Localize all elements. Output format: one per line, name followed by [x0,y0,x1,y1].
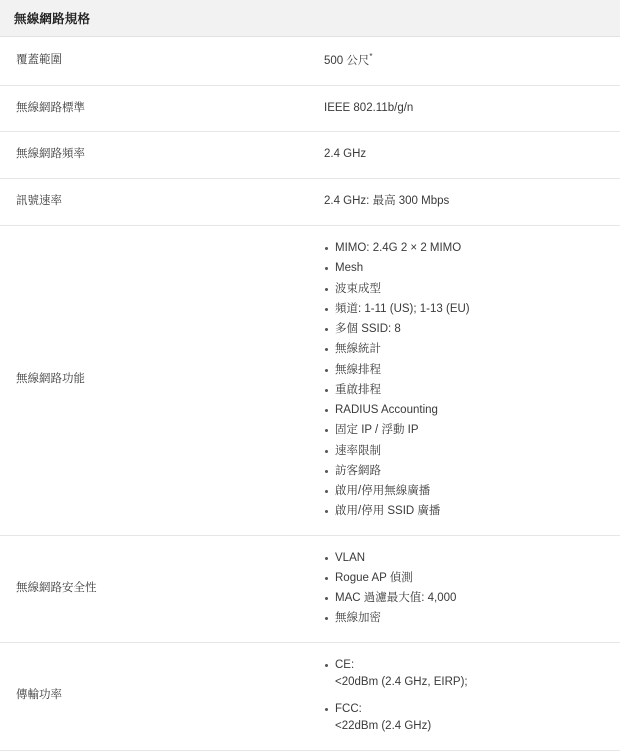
table-header-row [0,0,620,37]
wireless-features-list [324,240,606,521]
transmit-power-fcc-detail: <22dBm (2.4 GHz) [335,720,432,733]
row-value-wireless-security [310,535,620,642]
row-value-wireless-features [310,226,620,536]
list-item: CE: [324,657,606,674]
list-item: MAC 過濾最大值: 4,000 [324,590,606,607]
row-value-coverage [310,37,620,86]
list-item: 速率限制 [324,443,606,460]
list-item: 無線排程 [324,362,606,379]
table-row [0,179,620,226]
table-row [0,642,620,750]
list-item: MIMO: 2.4G 2 × 2 MIMO [324,240,606,257]
list-item: 波束成型 [324,281,606,298]
list-item: 無線統計 [324,341,606,358]
transmit-power-ce-detail: <20dBm (2.4 GHz, EIRP); [335,675,468,688]
list-item: Mesh [324,260,606,277]
row-label-wireless-features: 無線網路功能 [0,226,310,536]
row-value-frequency: 2.4 GHz [310,132,620,179]
row-label-coverage: 覆蓋範圍 [0,37,310,86]
table-row [0,132,620,179]
row-label-transmit-power: 傳輸功率 [0,642,310,750]
list-item: 重啟排程 [324,382,606,399]
table-row [0,226,620,536]
table-header-title: 無線網路規格 [0,0,620,37]
coverage-footnote-marker: * [369,52,373,61]
row-label-standard: 無線網路標準 [0,85,310,132]
row-label-wireless-security: 無線網路安全性 [0,535,310,642]
table-row [0,37,620,86]
list-item: 多個 SSID: 8 [324,321,606,338]
list-item: RADIUS Accounting [324,402,606,419]
row-value-signal-rate: 2.4 GHz: 最高 300 Mbps [310,179,620,226]
list-item: 固定 IP / 浮動 IP [324,422,606,439]
table-row [0,85,620,132]
wireless-security-list [324,550,606,628]
list-item: FCC: [324,701,606,718]
list-item: Rogue AP 偵測 [324,570,606,587]
list-item: 無線加密 [324,610,606,627]
spacer [324,691,606,701]
list-item: 頻道: 1-11 (US); 1-13 (EU) [324,301,606,318]
table-row [0,535,620,642]
list-item: 啟用/停用無線廣播 [324,483,606,500]
row-value-transmit-power [310,642,620,750]
list-item: VLAN [324,550,606,567]
list-item: 啟用/停用 SSID 廣播 [324,503,606,520]
row-value-standard: IEEE 802.11b/g/n [310,85,620,132]
transmit-power-list-fcc [324,701,606,718]
row-label-signal-rate: 訊號速率 [0,179,310,226]
row-label-frequency: 無線網路頻率 [0,132,310,179]
coverage-value: 500 公尺 [324,54,370,67]
transmit-power-list [324,657,606,674]
list-item: 訪客網路 [324,463,606,480]
